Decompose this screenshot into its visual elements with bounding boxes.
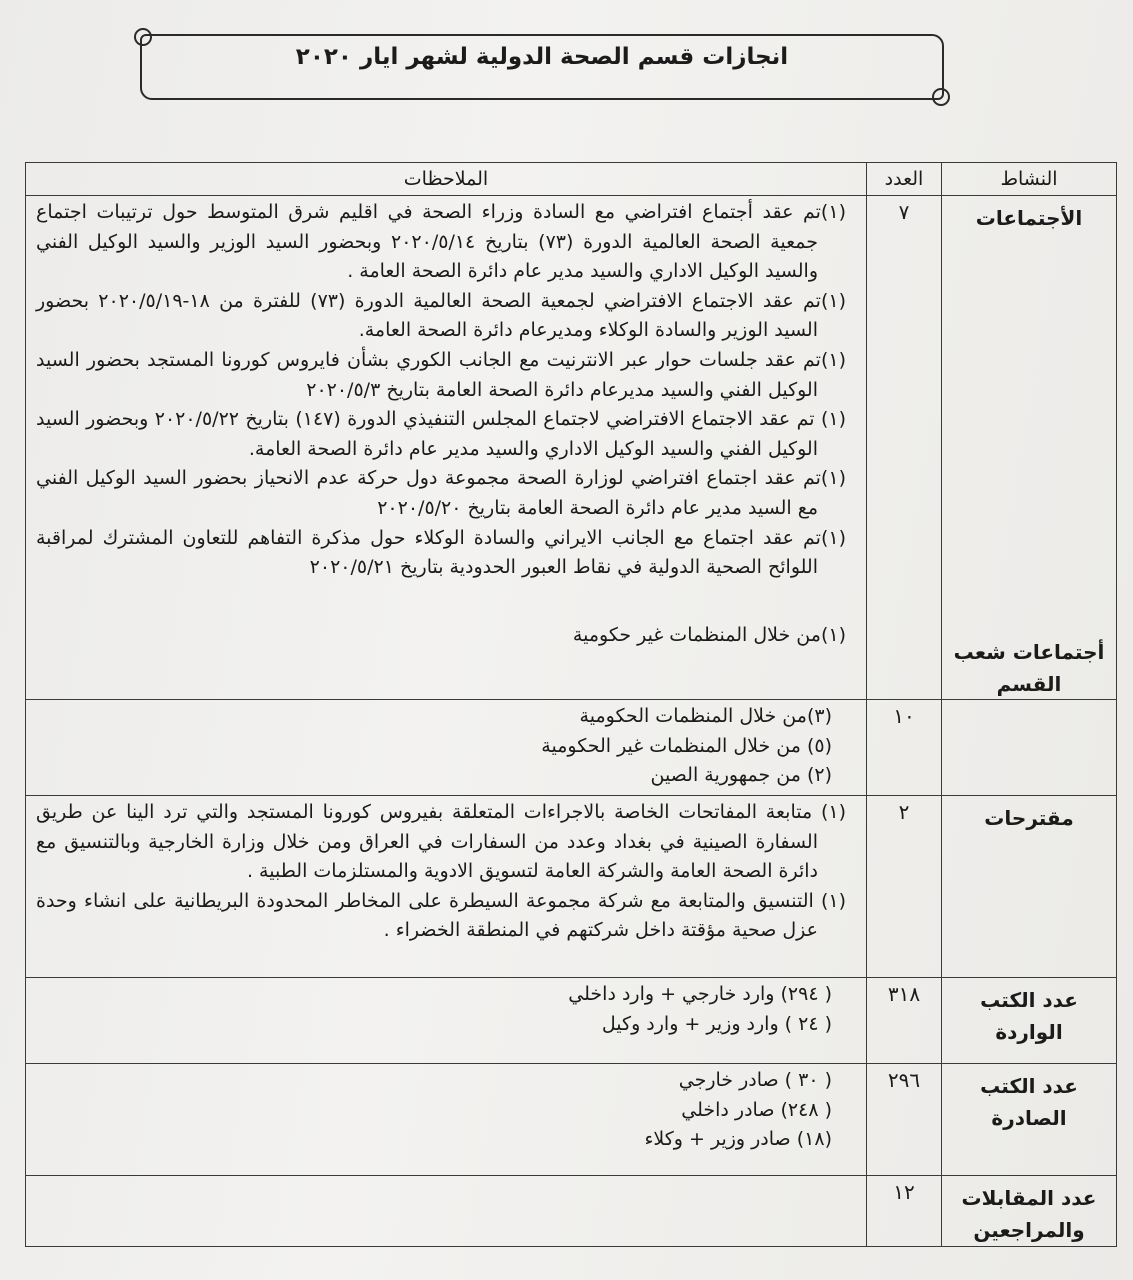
note-item: (١)من خلال المنظمات غير حكومية xyxy=(572,623,846,646)
note-item: (١٨) صادر وزير + وكلاء xyxy=(644,1128,832,1151)
activity-label: الأجتماعات xyxy=(975,206,1083,230)
note-item: (١)تم عقد اجتماع افتراضي لوزارة الصحة مجموعة دول حركة عدم الانحياز بحضور السيد الوكيل الفني مع السيد مدير عام دائرة الصحة العامة بتاريخ ٢٠٢٠/٥/٢٠ xyxy=(36,467,846,519)
table-row-incoming-books xyxy=(26,978,1117,1064)
table-row-meetings xyxy=(26,196,1117,700)
note-item: ( ٢٩٤) وارد خارجي + وارد داخلي xyxy=(568,983,832,1005)
table-row-proposals xyxy=(26,796,1117,978)
title-banner xyxy=(140,34,944,100)
count-cell: ٢٩٦ xyxy=(867,1064,942,1176)
table-row-interviews xyxy=(26,1176,1117,1247)
note-item: (١)تم عقد الاجتماع الافتراضي لجمعية الصحة العالمية الدورة (٧٣) للفترة من ١٨-٢٠٢٠/٥/١٩ بحضور السيد الوزير والسادة الوكلاء ومديرعام دائرة الصحة العامة. xyxy=(36,289,847,342)
document-title: انجازات قسم الصحة الدولية لشهر ايار ٢٠٢٠ xyxy=(295,44,789,70)
activity-cell: عدد الكتب الصادرة xyxy=(942,1064,1117,1176)
notes-cell xyxy=(26,1176,867,1247)
notes-cell xyxy=(26,796,867,978)
activity-cell: مقترحات xyxy=(942,796,1117,978)
notes-cell xyxy=(26,196,867,700)
notes-cell xyxy=(26,1064,867,1176)
header-notes: الملاحظات xyxy=(26,163,867,196)
note-item: (١) تم عقد الاجتماع الافتراضي لاجتماع المجلس التنفيذي الدورة (١٤٧) بتاريخ ٢٠٢٠/٥/٢٢ وبحضور السيد الوكيل الفني والسيد الوكيل الاداري والسيد مدير عام دائرة الصحة العامة. xyxy=(36,408,847,460)
activity-cell xyxy=(942,196,1117,700)
table-header-row xyxy=(26,163,1117,196)
count-cell: ٣١٨ xyxy=(867,978,942,1064)
count-cell: ١٢ xyxy=(867,1176,942,1247)
activity-cell xyxy=(942,700,1117,796)
activity-cell: عدد المقابلات والمراجعين xyxy=(942,1176,1117,1247)
count-cell: ٧ xyxy=(867,196,942,700)
notes-cell xyxy=(26,978,867,1064)
note-item: (٥) من خلال المنظمات غير الحكومية xyxy=(541,734,832,757)
note-item: (١)تم عقد أجتماع افتراضي مع السادة وزراء الصحة في اقليم شرق المتوسط حول ترتيبات اجتماع جمعية الصحة العالمية الدورة (٧٣) بتاريخ ٢٠٢٠/٥/١٤ وبحضور السيد الوزير والسيد الوكيل الفني والسيد الوكيل الاداري والسيد مدير عام دائرة الصحة العامة . xyxy=(36,201,846,283)
table-row-outgoing-books xyxy=(26,1064,1117,1176)
count-cell: ١٠ xyxy=(867,700,942,796)
note-item: (١) التنسيق والمتابعة مع شركة مجموعة السيطرة على المخاطر المحدودة البريطانية على انشاء وحدة عزل صحية مؤقتة داخل شركتهم في المنطقة الخضراء . xyxy=(36,889,846,942)
note-item: ( ٢٤ ) وارد وزير + وارد وكيل xyxy=(601,1012,832,1035)
note-item: (٢) من جمهورية الصين xyxy=(650,764,832,787)
note-item: (٣)من خلال المنظمات الحكومية xyxy=(579,705,832,727)
activities-table xyxy=(25,162,1117,1247)
activity-cell: عدد الكتب الواردة xyxy=(942,978,1117,1064)
note-item: ( ٢٤٨) صادر داخلي xyxy=(681,1098,832,1121)
sub-activity-label: أجتماعات شعب القسم xyxy=(953,640,1105,696)
header-count: العدد xyxy=(867,163,942,196)
notes-cell xyxy=(26,700,867,796)
table-row-branch-meetings xyxy=(26,700,1117,796)
count-cell: ٢ xyxy=(867,796,942,978)
note-item: ( ٣٠ ) صادر خارجي xyxy=(678,1069,832,1091)
note-item: (١) متابعة المفاتحات الخاصة بالاجراءات المتعلقة بفيروس كورونا المستجد والتي ترد الينا عن طريق السفارة الصينية في بغداد وعدد من السفارات في العراق ومن خلال وزارة الخارجية وبالتنسيق مع دائرة الصحة العامة والشركة العامة لتسويق الادوية والمستلزمات الطبية . xyxy=(36,801,846,883)
header-activity: النشاط xyxy=(942,163,1117,196)
note-item: (١)تم عقد اجتماع مع الجانب الايراني والسادة الوكلاء حول مذكرة التفاهم للتعاون المشترك لمراقبة اللوائح الصحية الدولية في نقاط العبور الحدودية بتاريخ ٢٠٢٠/٥/٢١ xyxy=(36,526,846,579)
note-item: (١)تم عقد جلسات حوار عبر الانترنيت مع الجانب الكوري بشأن فايروس كورونا المستجد بحضور السيد الوكيل الفني والسيد مديرعام دائرة الصحة العامة بتاريخ ٢٠٢٠/٥/٣ xyxy=(36,348,846,401)
